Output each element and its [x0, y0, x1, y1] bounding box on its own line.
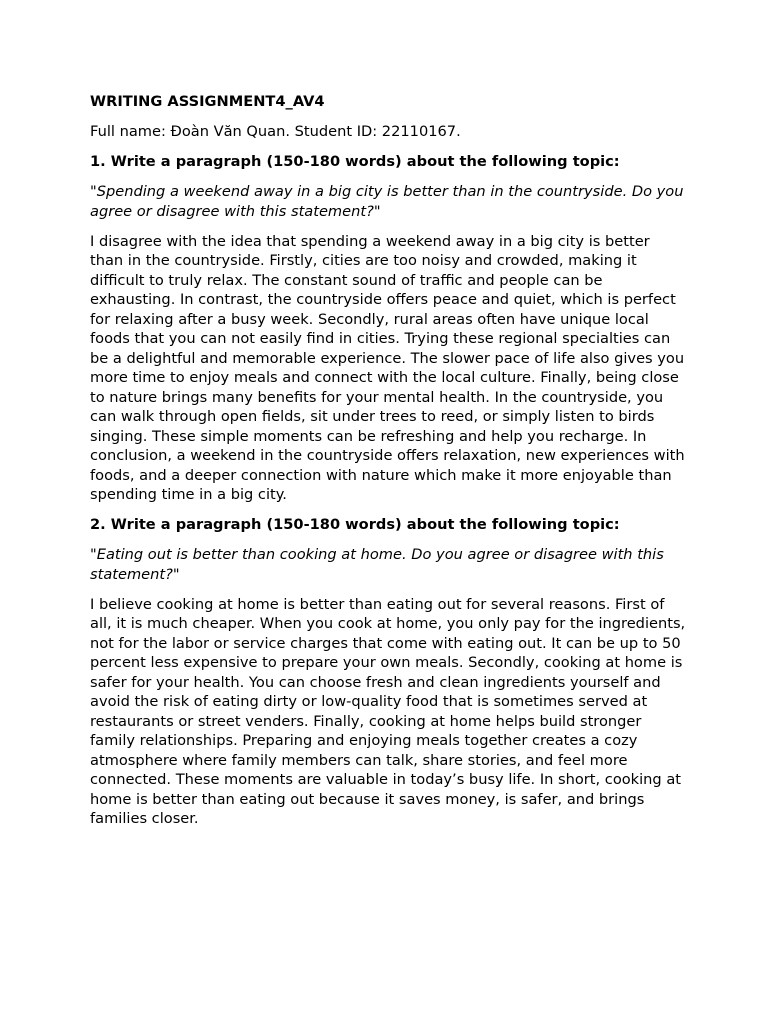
- document-body: [90, 92, 686, 839]
- quote-open: ": [90, 183, 97, 200]
- quote-close: ": [373, 202, 381, 220]
- quote-open: ": [90, 546, 97, 563]
- question-1-answer: I disagree with the idea that spending a weekend away in a big city is better than in the countryside. Firstly, cities are too noisy and crowded, making it difficult to truly relax. The constant sound of traffic and people can be exhausting. In contrast, the countryside offers peace and quiet, which is perfect for relaxing after a busy week. Secondly, rural areas often have unique local foods that you can not easily find in cities. Trying these regional specialties can be a delightful and memorable experience. The slower pace of life also gives you more time to enjoy meals and connect with the local culture. Finally, being close to nature brings many benefits for your mental health. In the countryside, you can walk through open fields, sit under trees to reed, or simply listen to birds singing. These simple moments can be refreshing and help you recharge. In conclusion, a weekend in the countryside offers relaxation, new experiences with foods, and a deeper connection with nature which make it more enjoyable than spending time in a big city.: [90, 232, 685, 503]
- question-2-prompt: [90, 545, 686, 584]
- quote-close: ": [172, 565, 180, 583]
- question-2-prompt-text: Eating out is better than cooking at home. Do you agree or disagree with this statement?: [90, 546, 664, 583]
- question-1-prompt: [90, 182, 686, 221]
- question-2-heading: 2. Write a paragraph (150-180 words) about the following topic:: [90, 516, 620, 533]
- student-info: Full name: Đoàn Văn Quan. Student ID: 22110167.: [90, 123, 461, 140]
- question-1-heading: 1. Write a paragraph (150-180 words) about the following topic:: [90, 153, 620, 170]
- document-title: WRITING ASSIGNMENT4_AV4: [90, 93, 325, 110]
- question-2-answer: I believe cooking at home is better than eating out for several reasons. First of all, it is much cheaper. When you cook at home, you only pay for the ingredients, not for the labor or service charges that come with eating out. It can be up to 50 percent less expensive to prepare your own meals. Secondly, cooking at home is safer for your health. You can choose fresh and clean ingredients yourself and avoid the risk of eating dirty or low-quality food that is sometimes served at restaurants or street venders. Finally, cooking at home helps build stronger family relationships. Preparing and enjoying meals together creates a cozy atmosphere where family members can talk, share stories, and feel more connected. These moments are valuable in today’s busy life. In short, cooking at home is better than eating out because it saves money, is safer, and brings families closer.: [90, 595, 686, 827]
- question-1-prompt-text: Spending a weekend away in a big city is better than in the countryside. Do you agree or disagree with this statement?: [90, 183, 684, 220]
